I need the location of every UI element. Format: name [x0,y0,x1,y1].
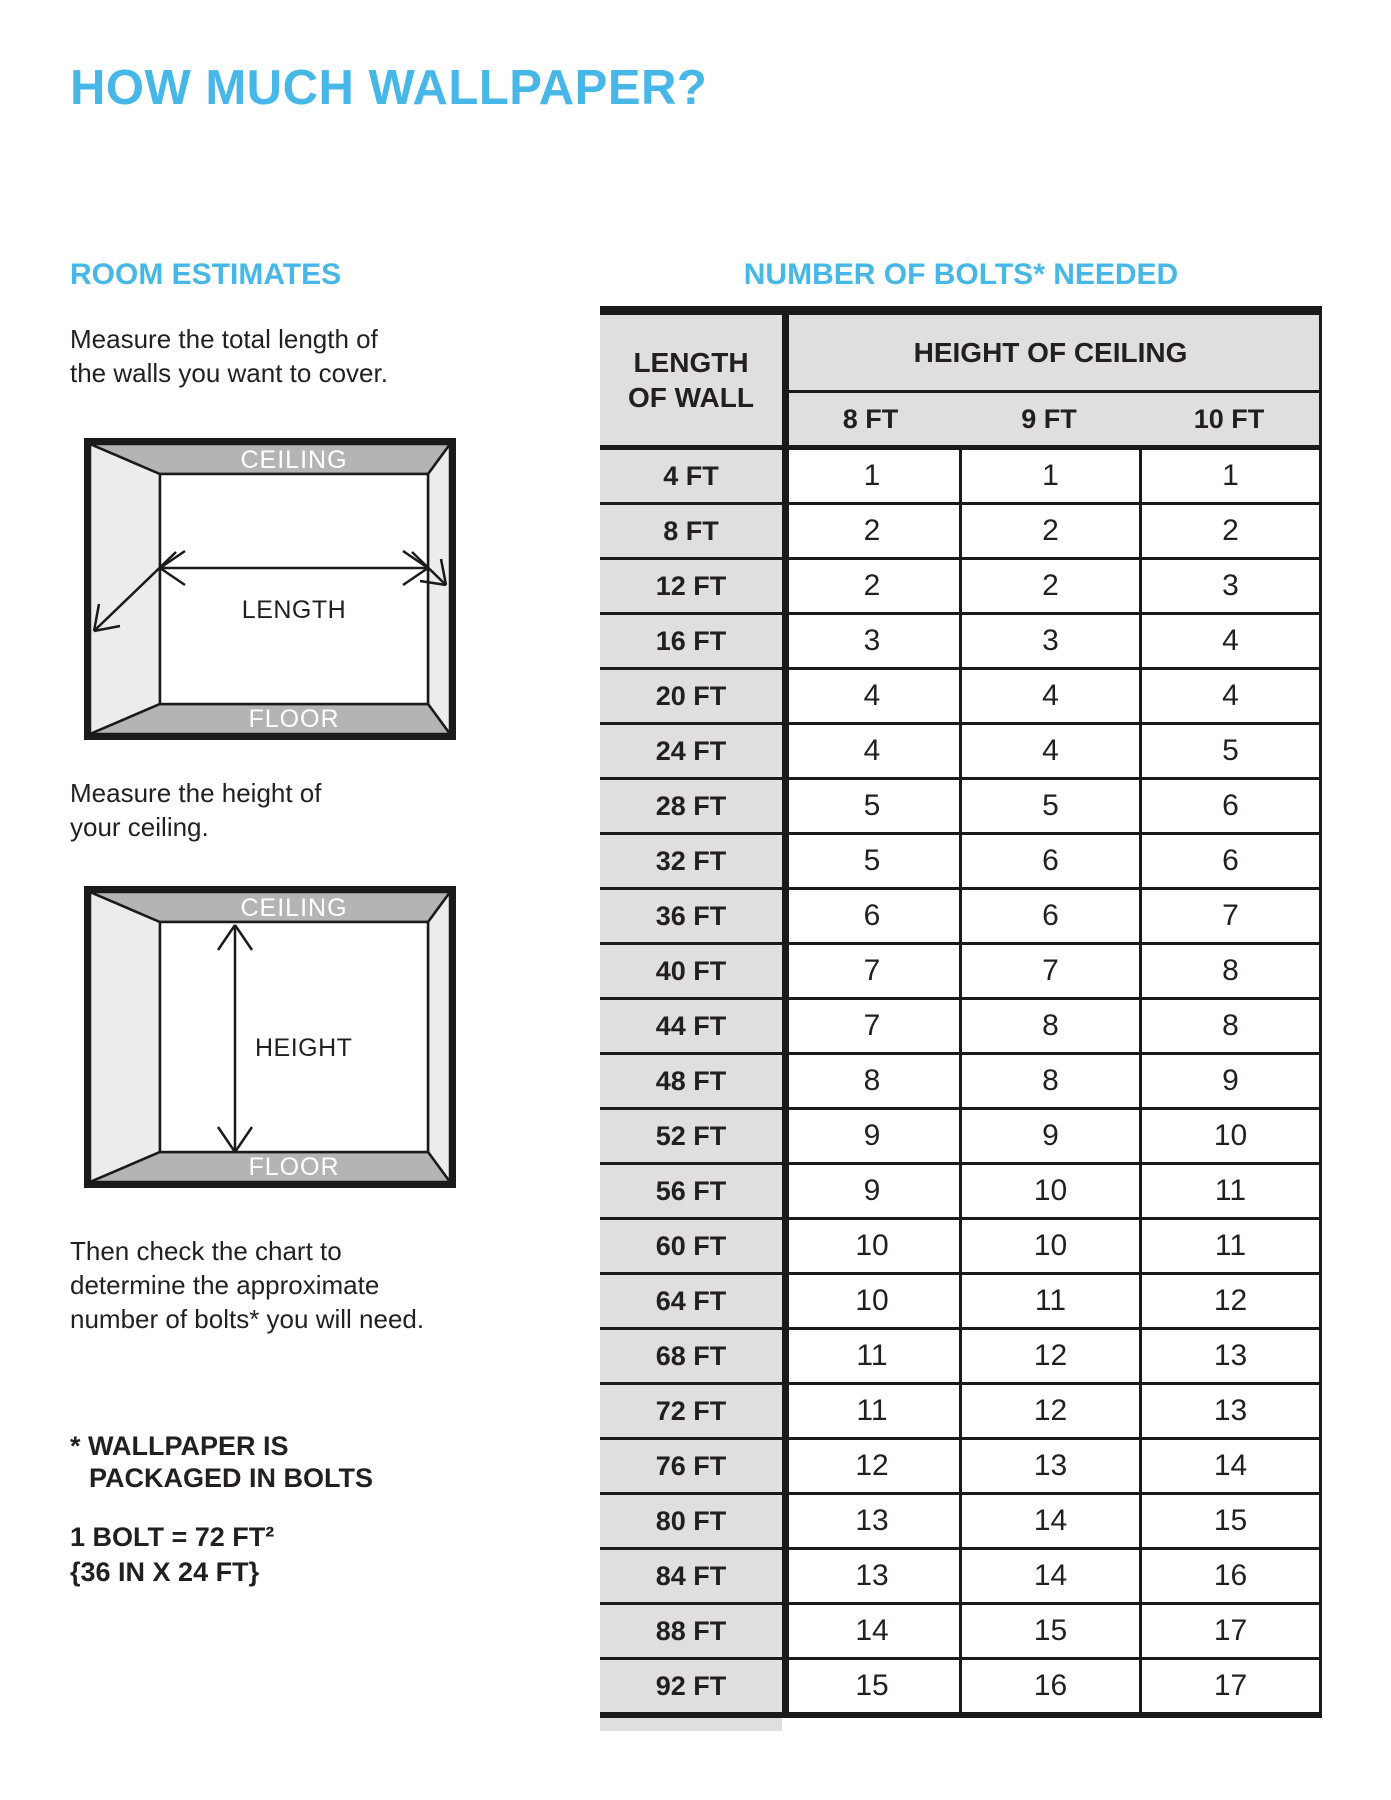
wall-length-label: 8 FT [600,505,782,557]
bolt-count-cell: 3 [962,615,1139,667]
height-label: HEIGHT [255,1034,353,1062]
bolt-count-cell: 7 [785,945,959,997]
wall-length-label: 48 FT [600,1055,782,1107]
bolt-count-cell: 5 [785,780,959,832]
bolt-count-cell: 14 [962,1550,1139,1602]
wall-length-label: 92 FT [600,1660,782,1712]
bolt-count-cell: 10 [962,1165,1139,1217]
row-header-line2: OF WALL [628,382,754,413]
instruction-step3-line3: number of bolts* you will need. [70,1304,425,1334]
ceiling-label: CEILING [240,446,348,474]
wall-length-label: 24 FT [600,725,782,777]
instruction-step3 [70,1234,424,1336]
bolt-count-cell: 3 [785,615,959,667]
bolt-count-cell: 4 [1142,670,1319,722]
bolt-count-cell: 7 [1142,890,1319,942]
bolt-count-cell: 4 [1142,615,1319,667]
bolt-count-cell: 4 [962,670,1139,722]
bolt-count-cell: 4 [785,670,959,722]
instruction-step3-line2: determine the approximate [70,1270,380,1300]
instruction-step2-line2: your ceiling. [70,812,209,842]
column-subheaders [782,393,1319,445]
bolt-count-cell: 1 [785,450,959,502]
wall-length-label: 68 FT [600,1330,782,1382]
bolt-count-cell: 8 [962,1055,1139,1107]
col-header-9ft: 9 FT [1021,403,1077,434]
bolt-count-cell: 9 [1142,1055,1319,1107]
bolt-count-cell: 16 [962,1660,1139,1712]
bolt-count-cell: 8 [1142,945,1319,997]
floor-label: FLOOR [248,1153,340,1181]
bolt-count-cell: 16 [1142,1550,1319,1602]
bolt-footnote-line2: PACKAGED IN BOLTS [89,1463,374,1493]
bolt-count-cell: 17 [1142,1605,1319,1657]
wall-length-label: 28 FT [600,780,782,832]
wall-length-label: 16 FT [600,615,782,667]
bolt-count-cell: 5 [1142,725,1319,777]
instruction-step1 [70,322,388,390]
bolt-count-cell: 13 [962,1440,1139,1492]
instruction-step2-line1: Measure the height of [70,778,322,808]
wall-length-label: 60 FT [600,1220,782,1272]
instruction-step1-line2: the walls you want to cover. [70,358,388,388]
bolt-count-cell: 14 [1142,1440,1319,1492]
left-wall [90,892,160,1182]
bolt-count-cell: 15 [1142,1495,1319,1547]
bolt-count-cell: 12 [785,1440,959,1492]
bolt-spec [70,1520,274,1590]
thick-column-divider [782,306,789,1718]
room-length-diagram [84,438,456,740]
instruction-step3-line1: Then check the chart to [70,1236,342,1266]
bolt-count-cell: 1 [1142,450,1319,502]
bolt-count-cell: 2 [1142,505,1319,557]
bolt-count-cell: 14 [785,1605,959,1657]
wall-length-label: 88 FT [600,1605,782,1657]
bolt-count-cell: 10 [785,1220,959,1272]
length-label: LENGTH [241,596,347,624]
bolt-count-cell: 8 [962,1000,1139,1052]
table-header [600,315,1322,445]
row-header-line1: LENGTH [633,347,749,378]
wall-length-label: 40 FT [600,945,782,997]
wall-length-label: 52 FT [600,1110,782,1162]
wall-length-label: 64 FT [600,1275,782,1327]
bolt-count-cell: 10 [785,1275,959,1327]
bolt-count-cell: 2 [962,560,1139,612]
bolt-count-cell: 2 [962,505,1139,557]
row-header-cell [600,315,782,445]
wall-length-label: 20 FT [600,670,782,722]
bolt-count-cell: 3 [1142,560,1319,612]
col-header-10ft: 10 FT [1193,403,1265,434]
bolt-count-cell: 6 [962,835,1139,887]
room-estimates-heading: ROOM ESTIMATES [70,258,342,291]
bolt-count-cell: 5 [962,780,1139,832]
wall-length-label: 44 FT [600,1000,782,1052]
next-row-remnant [600,1718,782,1731]
bolt-count-cell: 11 [1142,1165,1319,1217]
bolt-spec-line2: {36 IN X 24 FT} [70,1557,260,1587]
bolt-count-cell: 6 [962,890,1139,942]
bolt-count-cell: 4 [785,725,959,777]
back-wall [160,474,428,704]
bolt-count-cell: 7 [962,945,1139,997]
bolt-count-cell: 6 [1142,835,1319,887]
wall-length-label: 80 FT [600,1495,782,1547]
wall-length-label: 4 FT [600,450,782,502]
wall-length-label: 84 FT [600,1550,782,1602]
bolt-count-cell: 17 [1142,1660,1319,1712]
bolt-count-cell: 12 [962,1385,1139,1437]
bolt-count-cell: 12 [962,1330,1139,1382]
right-wall [428,892,450,1182]
bolt-count-cell: 2 [785,560,959,612]
instruction-step1-line1: Measure the total length of [70,324,378,354]
right-wall [428,444,450,734]
bolt-count-cell: 5 [785,835,959,887]
bolt-spec-line1: 1 BOLT = 72 FT² [70,1522,275,1552]
bolt-count-cell: 10 [1142,1110,1319,1162]
column-header-block [782,315,1319,445]
bolt-count-cell: 13 [785,1550,959,1602]
bolt-count-cell: 10 [962,1220,1139,1272]
bolt-footnote-line1: * WALLPAPER IS [70,1431,289,1461]
bolt-count-cell: 11 [1142,1220,1319,1272]
bolt-count-cell: 1 [962,450,1139,502]
bolt-count-cell: 8 [785,1055,959,1107]
ceiling-label: CEILING [240,894,348,922]
bolt-count-cell: 8 [1142,1000,1319,1052]
room-height-diagram [84,886,456,1188]
bolt-count-cell: 4 [962,725,1139,777]
bolt-count-cell: 13 [1142,1385,1319,1437]
table-top-border [600,306,1322,315]
bolt-count-cell: 11 [785,1330,959,1382]
wall-length-label: 32 FT [600,835,782,887]
bolt-count-cell: 13 [785,1495,959,1547]
wall-length-label: 12 FT [600,560,782,612]
bolt-count-cell: 13 [1142,1330,1319,1382]
table-body [600,450,1322,1712]
wall-length-label: 76 FT [600,1440,782,1492]
bolts-table [600,306,1322,1731]
bolt-count-cell: 15 [962,1605,1139,1657]
bolt-count-cell: 9 [785,1110,959,1162]
bolt-count-cell: 11 [962,1275,1139,1327]
bolt-count-cell: 9 [962,1110,1139,1162]
page-title: HOW MUCH WALLPAPER? [70,61,708,115]
instruction-step2 [70,776,322,844]
bolts-needed-heading: NUMBER OF BOLTS* NEEDED [743,258,1179,291]
bolt-count-cell: 12 [1142,1275,1319,1327]
bolt-count-cell: 11 [785,1385,959,1437]
bolt-count-cell: 6 [785,890,959,942]
bolt-count-cell: 7 [785,1000,959,1052]
bolt-count-cell: 15 [785,1660,959,1712]
bolt-count-cell: 9 [785,1165,959,1217]
bolt-count-cell: 14 [962,1495,1139,1547]
bolt-count-cell: 6 [1142,780,1319,832]
bolt-footnote [70,1430,373,1494]
col-header-8ft: 8 FT [842,403,899,434]
floor-label: FLOOR [248,705,340,733]
wall-length-label: 72 FT [600,1385,782,1437]
left-wall [90,444,160,734]
wall-length-label: 56 FT [600,1165,782,1217]
column-group-header: HEIGHT OF CEILING [782,315,1319,390]
bolt-count-cell: 2 [785,505,959,557]
wall-length-label: 36 FT [600,890,782,942]
table-right-border [1319,306,1322,1718]
